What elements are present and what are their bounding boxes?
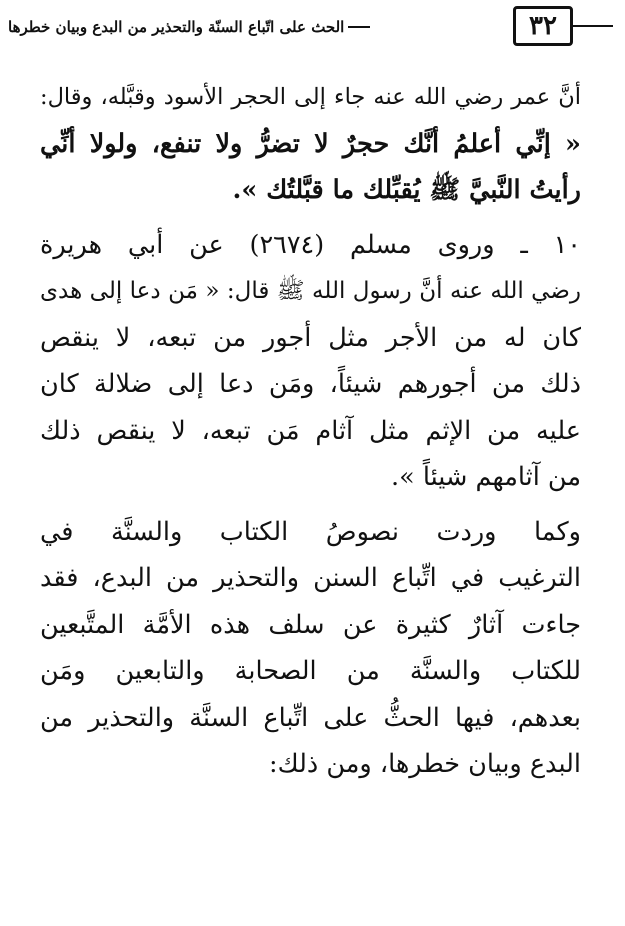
text-line: رأيتُ النَّبيَّ ﷺ يُقبِّلك ما قبَّلتُك ».: [232, 175, 581, 205]
text-line: رضي الله عنه أنَّ رسول الله ﷺ قال: « مَن دعا إلى هدى: [40, 278, 581, 304]
header-rule: [573, 25, 613, 27]
text-line: بعدهم، فيها الحثُّ على اتِّباع السنَّة والتحذير من: [40, 702, 581, 733]
text-line: ١٠ ـ وروى مسلم (٢٦٧٤) عن أبي هريرة: [40, 229, 581, 260]
text-line: أنَّ عمر رضي الله عنه جاء إلى الحجر الأسود وقبَّله، وقال:: [40, 84, 581, 110]
paragraph-3: [40, 509, 581, 788]
running-title: الحث على اتّباع السنّة والتحذير من البدع وبيان خطرها: [8, 18, 345, 36]
text-line: البدع وبيان خطرها، ومن ذلك:: [269, 749, 581, 779]
text-line: عليه من الإثم مثل آثام مَن تبعه، لا ينقص ذلك: [40, 415, 581, 446]
text-line: جاءت آثارٌ كثيرة عن سلف هذه الأمَّة المتَّبعين: [40, 609, 581, 640]
paragraph-1: [40, 74, 581, 214]
paragraph-2: [40, 222, 581, 501]
main-text: [40, 74, 581, 788]
header-rule-left: [348, 26, 370, 28]
text-line: من آثامهم شيئاً ».: [391, 462, 581, 492]
text-line: وكما وردت نصوصُ الكتاب والسنَّة في: [40, 516, 581, 547]
text-line: كان له من الأجر مثل أجور من تبعه، لا ينقص: [40, 322, 581, 353]
text-line: للكتاب والسنَّة من الصحابة والتابعين ومَن: [40, 656, 581, 686]
running-header: [8, 6, 613, 50]
page-number: ٣٢: [513, 6, 573, 46]
text-line: « إنِّي أعلمُ أنَّك حجرٌ لا تضرُّ ولا تنفع، ولولا أنِّي: [40, 128, 581, 159]
running-title-wrap: [8, 12, 513, 42]
text-line: الترغيب في اتِّباع السنن والتحذير من البدع، فقد: [40, 563, 581, 593]
text-line: ذلك من أجورهم شيئاً، ومَن دعا إلى ضلالة كان: [40, 369, 581, 399]
